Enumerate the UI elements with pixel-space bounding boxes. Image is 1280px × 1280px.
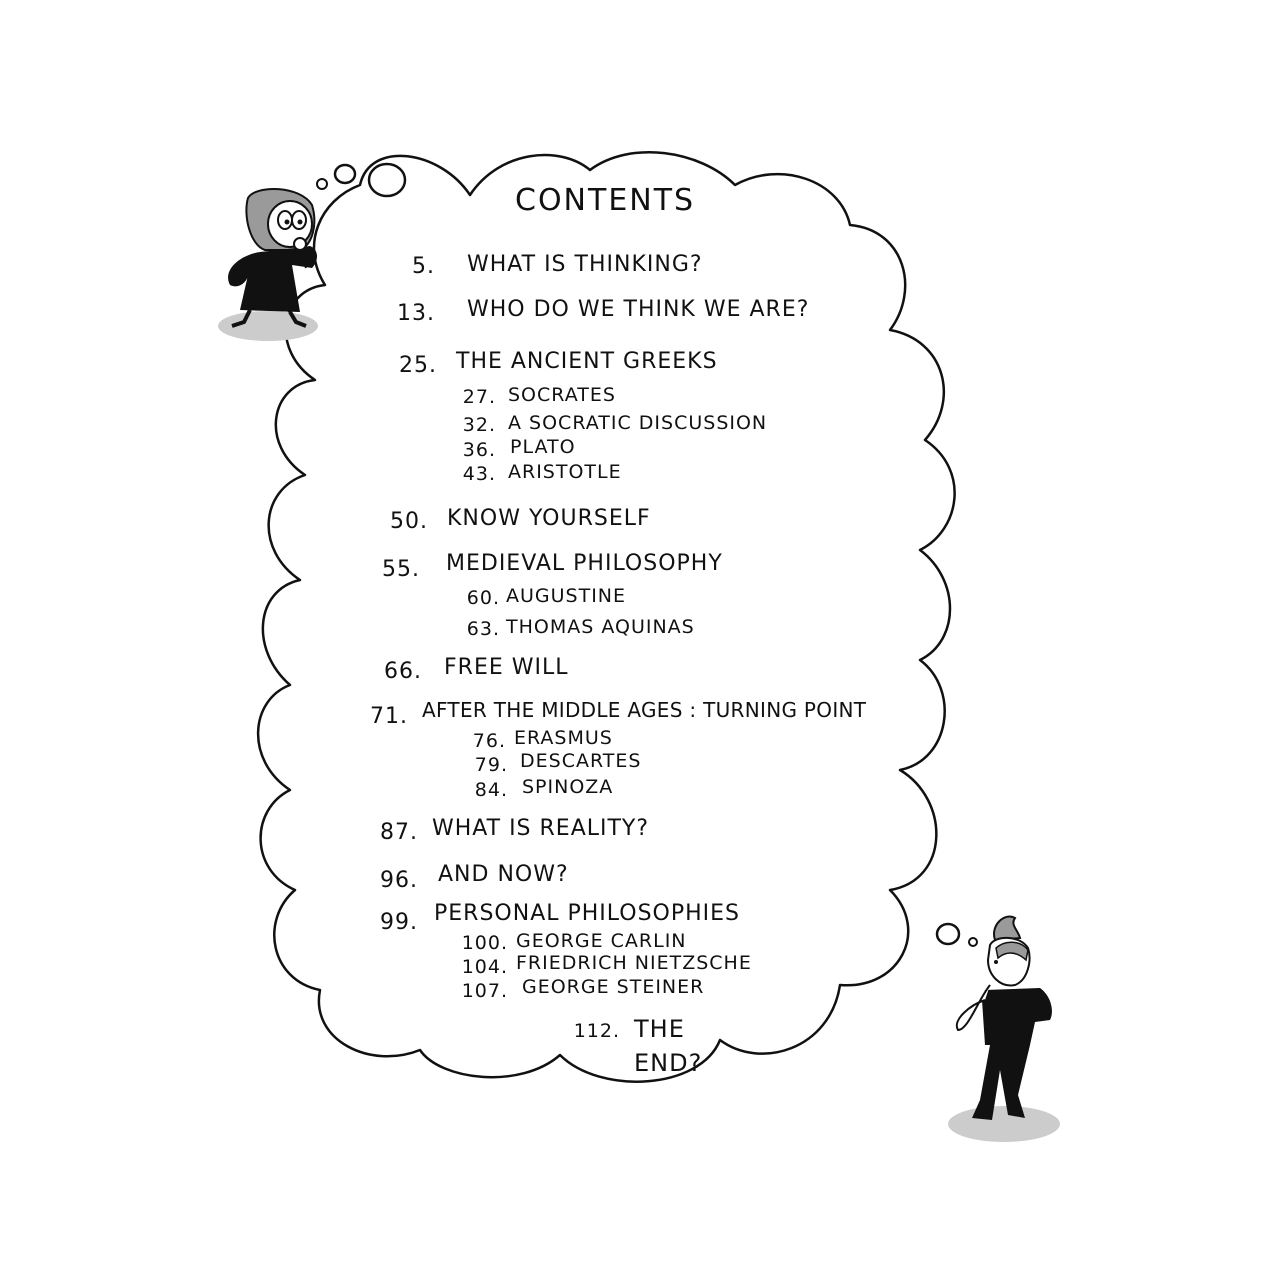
entry-label: FREE WILL — [444, 655, 569, 680]
entry-page: 71. — [370, 704, 408, 729]
entry-page: 5. — [412, 254, 435, 279]
entry-label: KNOW YOURSELF — [447, 506, 651, 531]
entry-label-end: END? — [634, 1049, 703, 1077]
entry-page: 55. — [382, 557, 420, 582]
subentry-label: SPINOZA — [522, 776, 614, 798]
contents-title: CONTENTS — [515, 183, 696, 218]
thought-bubble-right-small — [969, 938, 977, 946]
entry-page: 13. — [397, 301, 435, 326]
subentry-label: ERASMUS — [514, 727, 613, 749]
entry-label: THE — [634, 1015, 685, 1043]
subentry-page: 60. — [466, 587, 500, 609]
subentry-page: 36. — [462, 439, 496, 461]
subentry-page: 79. — [474, 754, 508, 776]
subentry-page: 107. — [461, 980, 508, 1002]
girl-character — [218, 189, 318, 341]
subentry-label: GEORGE STEINER — [522, 976, 705, 998]
subentry-page: 43. — [462, 463, 496, 485]
subentry-page: 104. — [461, 956, 508, 978]
entry-label: WHO DO WE THINK WE ARE? — [467, 297, 810, 322]
thought-bubble-large — [369, 164, 405, 196]
subentry-page: 84. — [474, 779, 508, 801]
entry-label: PERSONAL PHILOSOPHIES — [434, 901, 741, 926]
subentry-page: 32. — [462, 414, 496, 436]
subentry-label: A SOCRATIC DISCUSSION — [508, 412, 768, 434]
thought-bubble-small — [317, 179, 327, 189]
subentry-page: 76. — [472, 730, 506, 752]
entry-label: WHAT IS THINKING? — [467, 252, 703, 277]
entry-label: AND NOW? — [438, 862, 569, 887]
entry-page: 112. — [573, 1020, 620, 1042]
thought-bubble-right-large — [937, 924, 959, 944]
entry-page: 50. — [390, 509, 428, 534]
man-character — [948, 917, 1060, 1142]
subentry-label: SOCRATES — [508, 384, 616, 406]
subentry-page: 63. — [466, 618, 500, 640]
subentry-label: GEORGE CARLIN — [516, 930, 687, 952]
entry-page: 25. — [399, 353, 437, 378]
entry-page: 87. — [380, 820, 418, 845]
subentry-label: FRIEDRICH NIETZSCHE — [516, 952, 752, 974]
entry-label: AFTER THE MIDDLE AGES : TURNING POINT — [422, 698, 867, 722]
subentry-page: 27. — [462, 386, 496, 408]
entry-page: 96. — [380, 868, 418, 893]
subentry-label: THOMAS AQUINAS — [506, 616, 695, 638]
subentry-label: AUGUSTINE — [506, 585, 627, 607]
entry-page: 66. — [384, 659, 422, 684]
thought-bubble-medium — [335, 165, 355, 183]
entry-label: MEDIEVAL PHILOSOPHY — [446, 551, 723, 576]
subentry-page: 100. — [461, 932, 508, 954]
subentry-label: ARISTOTLE — [508, 461, 622, 483]
entry-label: THE ANCIENT GREEKS — [456, 349, 718, 374]
subentry-label: PLATO — [510, 436, 576, 458]
entry-page: 99. — [380, 910, 418, 935]
entry-label: WHAT IS REALITY? — [432, 816, 650, 841]
subentry-label: DESCARTES — [520, 750, 642, 772]
